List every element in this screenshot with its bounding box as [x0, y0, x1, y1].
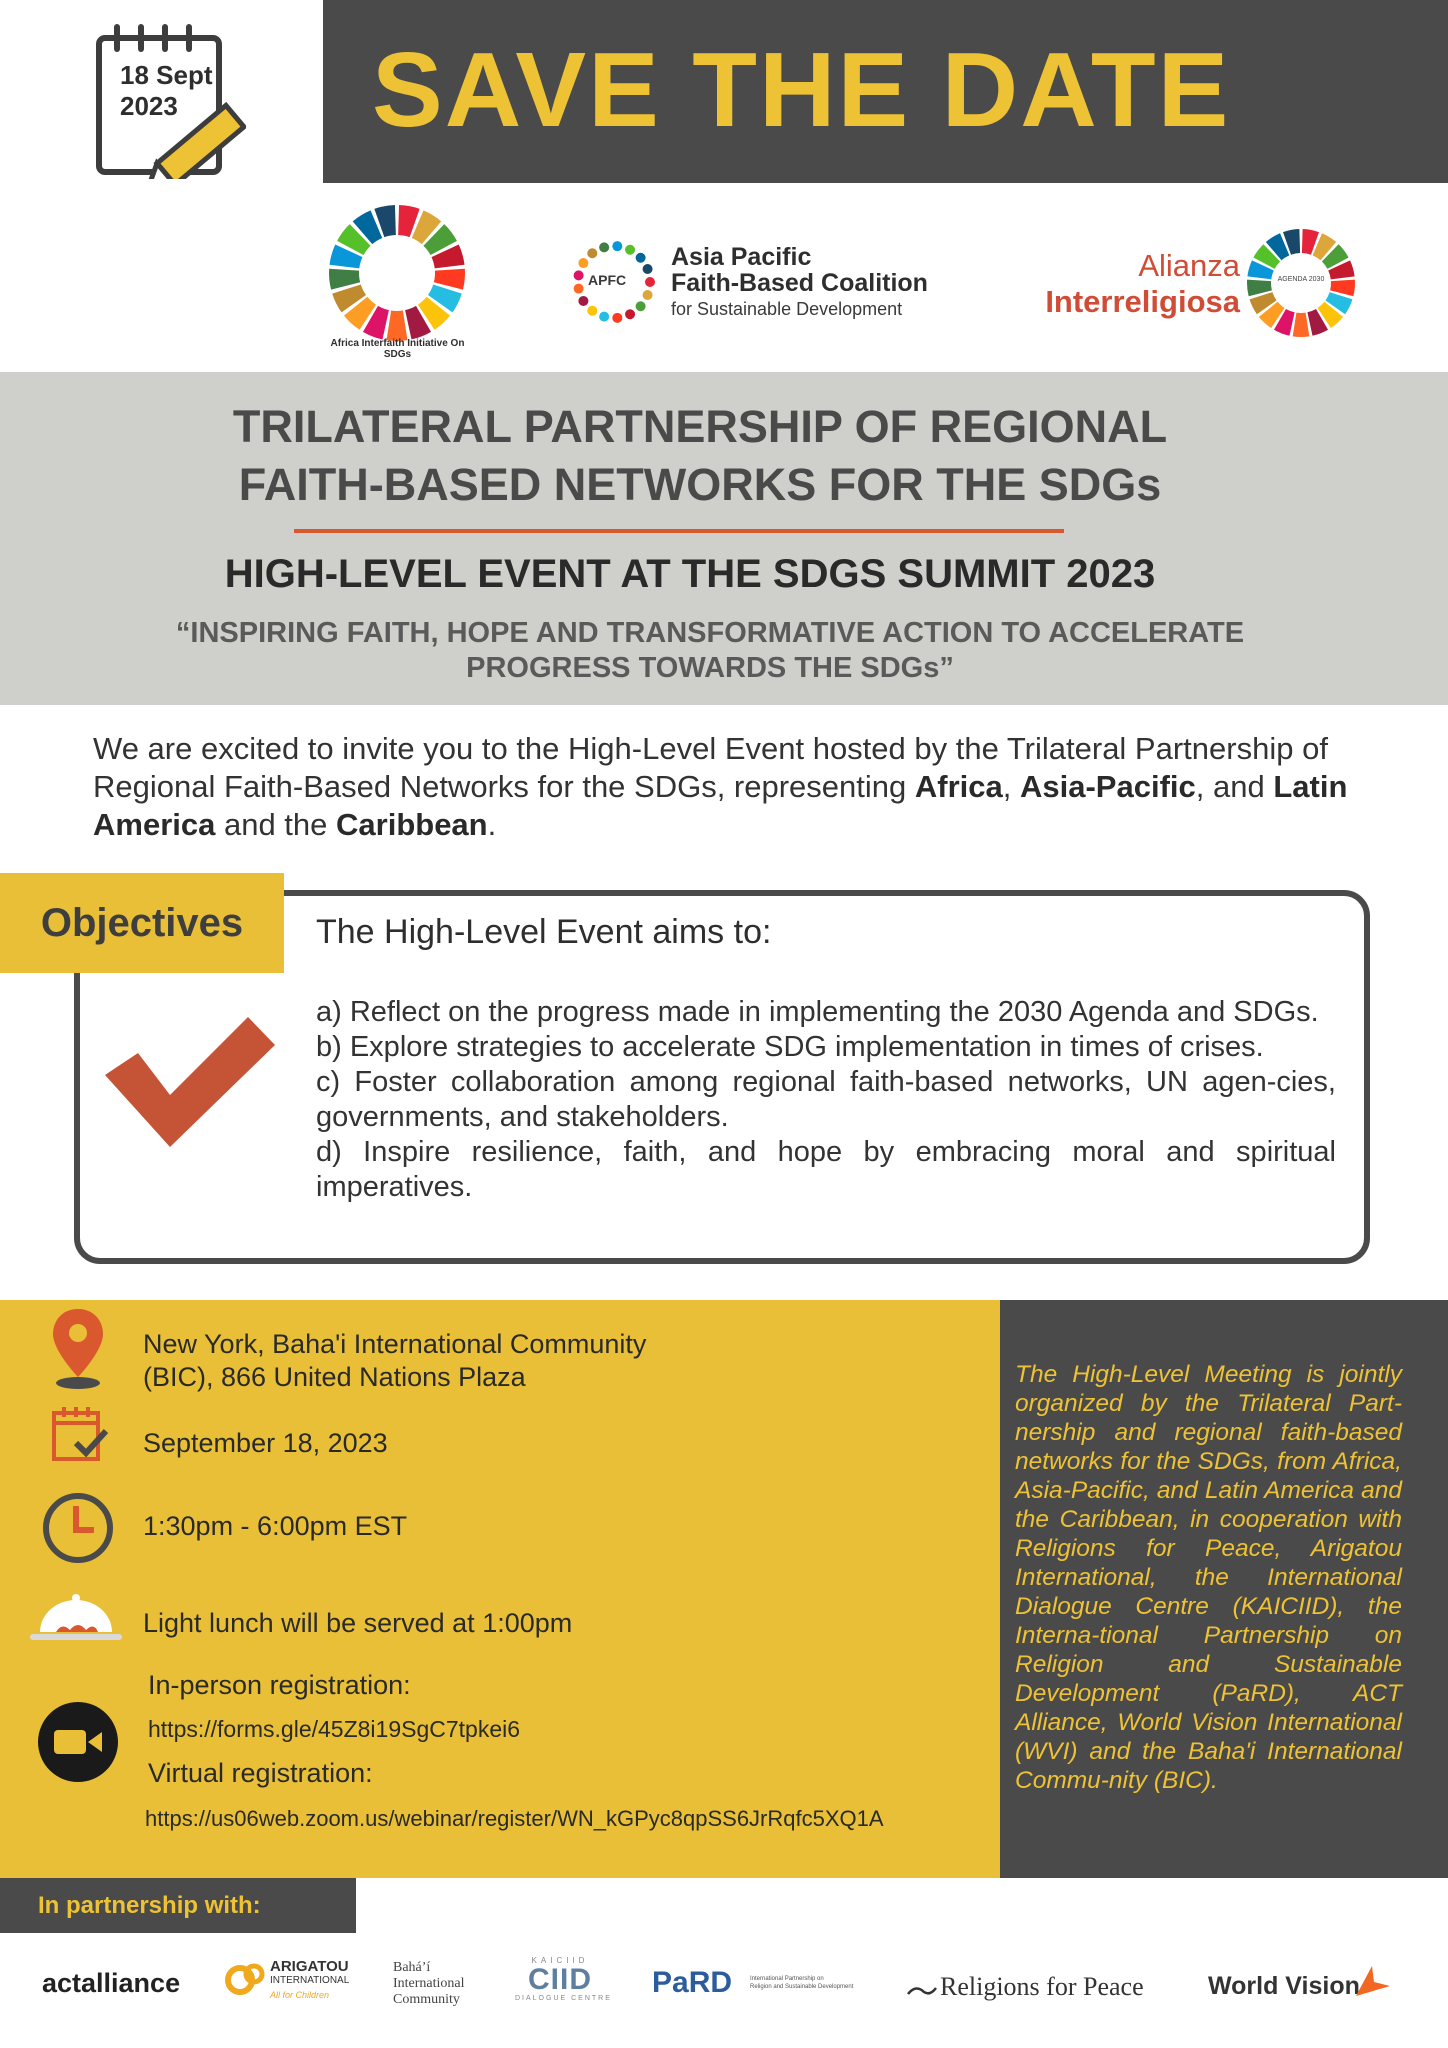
sdg-wheel-segment [1293, 313, 1310, 337]
location-line2: (BIC), 866 United Nations Plaza [143, 1362, 526, 1392]
partners-label: In partnership with: [38, 1892, 261, 1919]
checkmark-icon [100, 1005, 280, 1155]
agenda-badge: AGENDA 2030 [1277, 276, 1325, 283]
apfc-dot [625, 309, 635, 319]
pard-logo: PaRD [652, 1966, 733, 1999]
event-time: 1:30pm - 6:00pm EST [143, 1511, 408, 1541]
food-cloche-icon [26, 1586, 126, 1648]
calendar-check-icon [50, 1405, 108, 1463]
partnership-title-line1: TRILATERAL PARTNERSHIP OF REGIONAL [232, 401, 1168, 452]
act-alliance-logo: actalliance [42, 1968, 181, 1998]
apfc-dot [574, 284, 584, 294]
apfc-line2: Faith-Based Coalition [671, 269, 928, 297]
arigatou-logo-icon [224, 1960, 270, 2000]
religions-for-peace-logo: Religions for Peace [940, 1972, 1144, 2001]
objective-item: b) Explore strategies to accelerate SDG implementation in times of crises. [316, 1031, 1264, 1063]
apfc-dot [612, 241, 622, 251]
region-asia-pacific: Asia-Pacific [1020, 769, 1196, 804]
event-title: HIGH-LEVEL EVENT AT THE SDGS SUMMIT 2023 [224, 552, 1156, 596]
location-pin-icon [50, 1307, 106, 1391]
sdg-wheel-segment [387, 311, 408, 341]
objective-item: a) Reflect on the progress made in implementing the 2030 Agenda and SDGs. [316, 996, 1319, 1028]
page-title: SAVE THE DATE [372, 31, 1231, 149]
alianza-line2: Interreligiosa [1045, 284, 1240, 319]
event-tagline-line1: “INSPIRING FAITH, HOPE AND TRANSFORMATIVE ACTION TO ACCELERATE [175, 617, 1245, 649]
apfc-dot [625, 245, 635, 255]
apfc-dot [636, 301, 646, 311]
partnership-title-line2: FAITH-BASED NETWORKS FOR THE SDGs [238, 459, 1162, 510]
apfc-dot [599, 242, 609, 252]
virtual-registration-label: Virtual registration: [148, 1758, 373, 1788]
alianza-logo [1025, 248, 1240, 320]
inperson-registration-link[interactable]: https://forms.gle/45Z8i19SgC7tpkei6 [148, 1716, 521, 1742]
apfc-dot [612, 313, 622, 323]
apfc-dot [643, 290, 653, 300]
pard-subtitle: International Partnership on Religion and Sustainable Development [750, 1976, 854, 1990]
invite-text: We are excited to invite you to the High-Level Event hosted by the Trilateral Partnership of Regional Faith-Based Networks for the SDGs, representing Africa, Asia-Pacific, and Latin America and the Caribbean. [93, 731, 1348, 842]
apfc-dot [587, 306, 597, 316]
apfc-dot [645, 277, 655, 287]
apfc-dot [578, 258, 588, 268]
virtual-registration-link[interactable]: https://us06web.zoom.us/webinar/register/WN_kGPyc8qpSS6JrRqfc5XQ1A [145, 1806, 884, 1831]
region-africa: Africa [914, 769, 1003, 804]
objective-item: c) Foster collaboration among regional faith-based networks, UN agen-cies, governments, and stakeholders. [316, 1066, 1336, 1133]
event-location [143, 1328, 646, 1394]
apfc-dot [574, 270, 584, 280]
event-tagline-line2: PROGRESS TOWARDS THE SDGs” [466, 652, 954, 684]
apfc-dot [636, 253, 646, 263]
partnership-title [150, 398, 1250, 514]
location-line1: New York, Baha'i International Community [143, 1329, 647, 1359]
organizers-note: The High-Level Meeting is jointly organized by the Trilateral Part-nership and regional faith-based networks for the SDGs, from Africa, Asia-Pacific, and Latin America and the Caribbean, in cooperation with Religions for Peace, Arigatou International, the International Dialogue Centre (KAICIID), the Interna-tional Partnership on Religion and Sustainable Development (PaRD), ACT Alliance, World Vision International (WVI) and the Baha'i International Commu-nity (BIC). [1015, 1361, 1402, 1794]
objectives-tab-label: Objectives [40, 901, 244, 945]
region-caribbean: Caribbean [336, 807, 488, 842]
apfc-dot [643, 264, 653, 274]
inperson-registration-label: In-person registration: [148, 1670, 411, 1700]
world-vision-star-icon [1352, 1962, 1392, 1998]
apfc-badge: APFC [588, 272, 627, 288]
africa-interfaith-logo-label: Africa Interfaith Initiative On SDGs [330, 338, 465, 360]
calendar-date [120, 60, 213, 122]
calendar-date-day: 18 Sept [120, 60, 213, 90]
africa-sdg-wheel-icon [322, 203, 472, 353]
objectives-list [316, 995, 1336, 1205]
objectives-heading: The High-Level Event aims to: [316, 913, 772, 951]
arigatou-logo: ARIGATOU INTERNATIONAL All for Children [270, 1958, 350, 2000]
world-vision-logo: World Vision [1208, 1972, 1360, 2000]
kaiciid-logo: KAICIID CIID DIALOGUE CENTRE [515, 1956, 612, 2002]
apfc-line1: Asia Pacific [671, 243, 812, 271]
religions-for-peace-icon [906, 1984, 938, 1998]
region-latin-america: Latin America [93, 769, 1348, 842]
event-date: September 18, 2023 [143, 1428, 388, 1458]
bahai-ic-logo: Bahá’í International Community [393, 1960, 465, 2007]
apfc-logo [671, 244, 928, 322]
video-camera-icon [36, 1700, 120, 1784]
objective-item: d) Inspire resilience, faith, and hope by embracing moral and spiritual imperatives. [316, 1136, 1336, 1203]
apfc-dot [578, 296, 588, 306]
lunch-note: Light lunch will be served at 1:00pm [143, 1608, 573, 1638]
clock-icon [40, 1490, 116, 1566]
apfc-line3: for Sustainable Development [671, 299, 903, 319]
calendar-date-year: 2023 [120, 91, 178, 121]
apfc-dot [599, 312, 609, 322]
alianza-line1: Alianza [1138, 248, 1240, 283]
event-tagline [120, 616, 1300, 686]
divider [294, 529, 1064, 533]
sdg-wheel-icon [1244, 226, 1358, 340]
apfc-dot [587, 248, 597, 258]
